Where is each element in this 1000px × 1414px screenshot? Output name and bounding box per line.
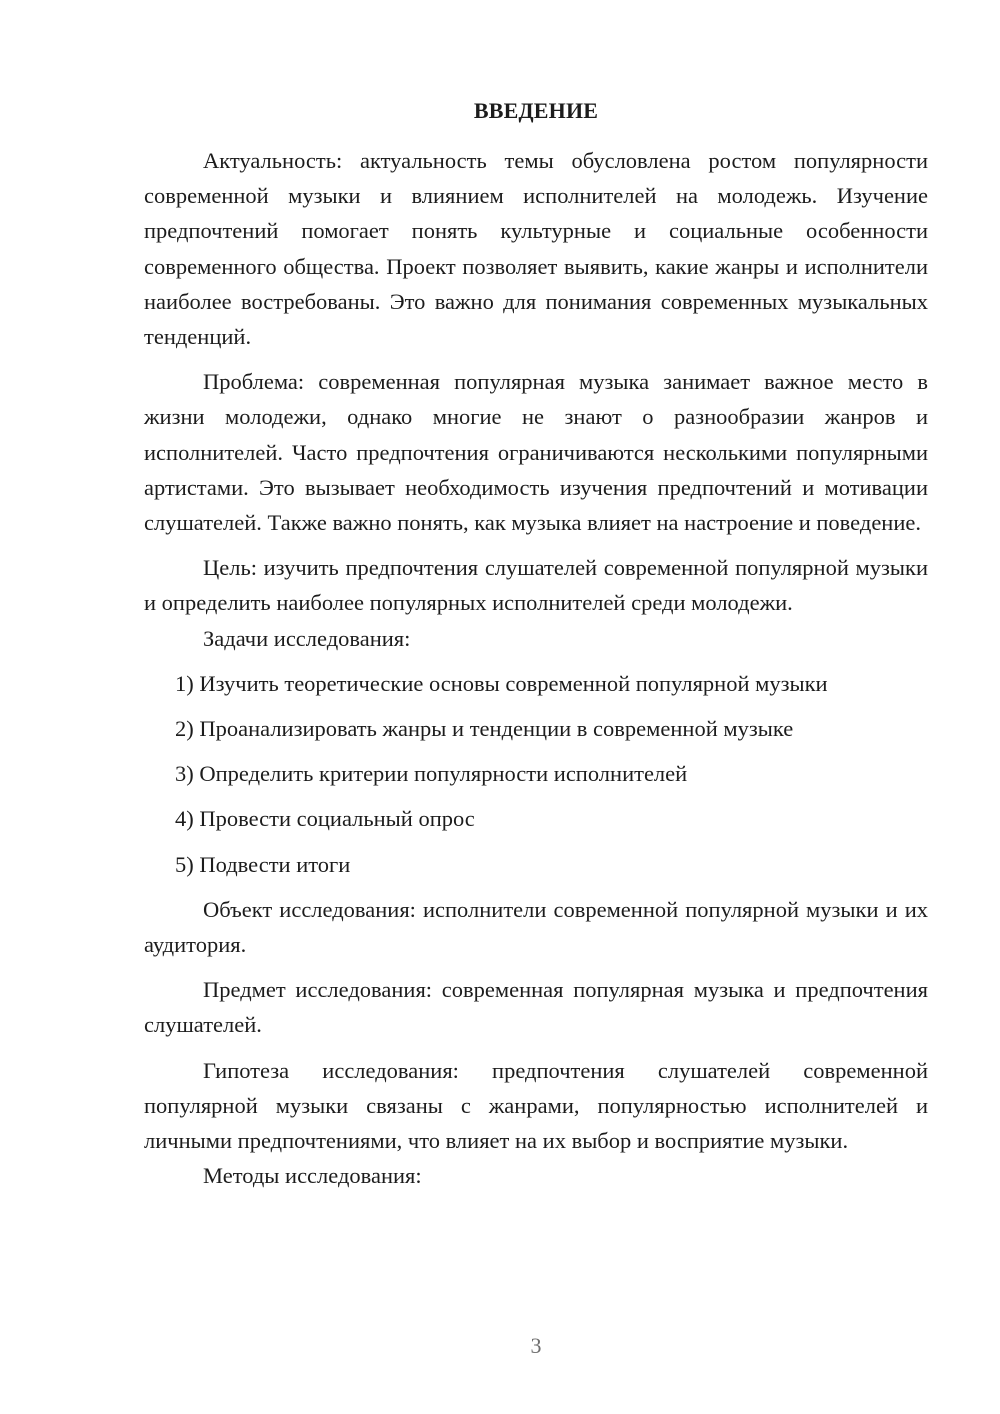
tasks-list (144, 666, 928, 882)
list-item: 1) Изучить теоретические основы современной популярной музыки (175, 670, 828, 696)
list-item: 2) Проанализировать жанры и тенденции в современной музыке (175, 716, 794, 742)
list-item: 5) Подвести итоги (175, 851, 351, 877)
document-body (144, 143, 928, 1193)
tasks-title: Задачи исследования: (203, 625, 411, 651)
problem-paragraph: Проблема: современная популярная музыка занимает важное место в жизни молодежи, однако многие не знают о разнообразии жанров и исполнителей. Часто предпочтения ограничиваются несколькими популярными артистами. Это вызывает необходимость изучения предпочтений и мотивации слушателей. Также важно понять, как музыка влияет на настроение и поведение. (144, 369, 928, 536)
page-title: ВВЕДЕНИЕ (473, 98, 599, 123)
hypothesis-paragraph: Гипотеза исследования: предпочтения слушателей современной популярной музыки связаны с жанрами, популярностью исполнителей и личными предпочтениями, что влияет на их выбор и восприятие музыки. (144, 1057, 928, 1154)
relevance-paragraph: Актуальность: актуальность темы обусловлена ростом популярности современной музыки и влиянием исполнителей на молодежь. Изучение предпочтений помогает понять культурные и социальные особенности современного общества. Проект позволяет выявить, какие жанры и исполнители наиболее востребованы. Это важно для понимания современных музыкальных тенденций. (144, 148, 928, 350)
subject-paragraph: Предмет исследования: современная популярная музыка и предпочтения слушателей. (144, 977, 928, 1038)
goal-paragraph: Цель: изучить предпочтения слушателей современной популярной музыки и определить наиболее популярных исполнителей среди молодежи. (144, 555, 928, 616)
list-item: 4) Провести социальный опрос (175, 806, 475, 832)
methods-title: Методы исследования: (203, 1163, 422, 1189)
page-number: 3 (530, 1333, 542, 1358)
list-item: 3) Определить критерии популярности исполнителей (175, 761, 688, 787)
object-paragraph: Объект исследования: исполнители современной популярной музыки и их аудитория. (144, 896, 928, 958)
